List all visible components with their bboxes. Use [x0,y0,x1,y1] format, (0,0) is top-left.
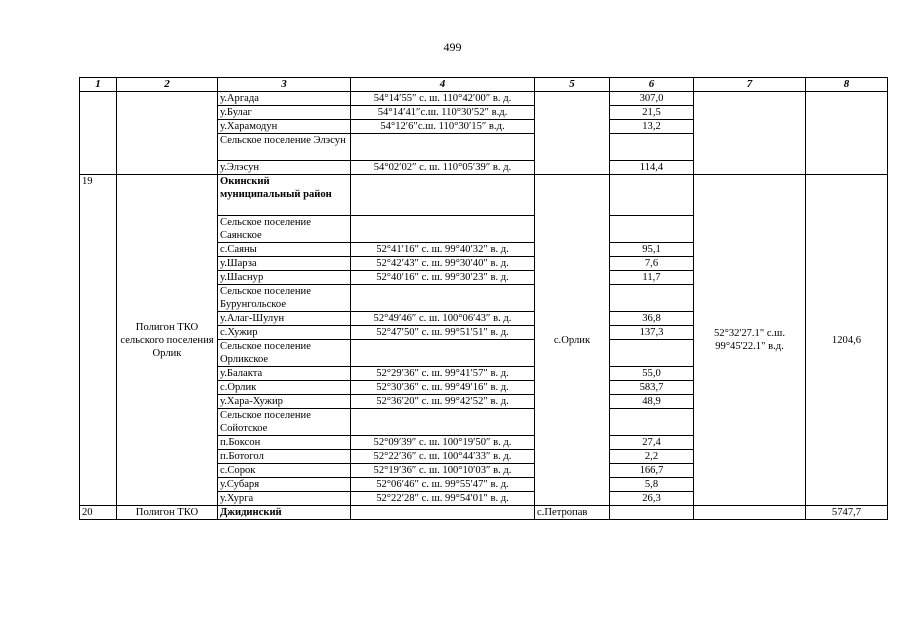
cell-value: 95,1 [610,243,694,257]
cell-coord [351,285,535,312]
cell-value: 27,4 [610,436,694,450]
header-col-1: 1 [80,78,117,92]
cell-value: 36,8 [610,312,694,326]
cell-name: п.Боксон [218,436,351,450]
cell-polygon-coord-19: 52°32'27.1" с.ш. 99°45'22.1" в.д. [694,175,806,506]
cell-value: 48,9 [610,395,694,409]
cell-coord: 52°22′28″ с. ш. 99°54′01″ в. д. [351,492,535,506]
cell-value: 21,5 [610,106,694,120]
cell-name: Джидинский [218,506,351,520]
cell-name: у.Шаснур [218,271,351,285]
cell-value [610,506,694,520]
cell-name: п.Ботогол [218,450,351,464]
cell-name: с.Хужир [218,326,351,340]
header-col-6: 6 [610,78,694,92]
header-col-8: 8 [806,78,888,92]
cell-num-19: 19 [80,175,117,506]
cell-name: у.Шарза [218,257,351,271]
cell-coord: 52°22′36″ с. ш. 100°44′33″ в. д. [351,450,535,464]
cell-value [610,134,694,161]
cell-name: у.Алаг-Шулун [218,312,351,326]
cell-polygon-19: Полигон ТКО сельского поселения Орлик [117,175,218,506]
table-row [80,175,888,216]
cell-value [610,216,694,243]
cell-coord: 54°14′41″с.ш. 110°30′52″ в.д. [351,106,535,120]
cell-name: у.Хурга [218,492,351,506]
cell-name: у.Элэсун [218,161,351,175]
cell-value: 166,7 [610,464,694,478]
cell-coord: 52°29′36″ с. ш. 99°41′57″ в. д. [351,367,535,381]
cell-coord: 52°42′43″ с. ш. 99°30′40″ в. д. [351,257,535,271]
cell-coord: 52°06′46″ с. ш. 99°55′47″ в. д. [351,478,535,492]
header-col-7: 7 [694,78,806,92]
cell-name: у.Харамодун [218,120,351,134]
cell-coord: 54°14′55″ с. ш. 110°42′00″ в. д. [351,92,535,106]
cell-name: Сельское поселение Саянское [218,216,351,243]
cell-num-prev [80,92,117,175]
cell-value: 55,0 [610,367,694,381]
cell-coord: 52°47′50″ с. ш. 99°51′51″ в. д. [351,326,535,340]
cell-value: 307,0 [610,92,694,106]
header-col-3: 3 [218,78,351,92]
cell-value [610,285,694,312]
cell-coord [351,409,535,436]
cell-coord: 52°30′36″ с. ш. 99°49′16″ в. д. [351,381,535,395]
cell-name: Сельское поселение Элэсун [218,134,351,161]
cell-capacity-19: 1204,6 [806,175,888,506]
cell-coord [351,175,535,216]
cell-coord: 52°41′16″ с. ш. 99°40′32″ в. д. [351,243,535,257]
cell-coord: 52°36′20″ с. ш. 99°42′52″ в. д. [351,395,535,409]
cell-coord: 52°40′16″ с. ш. 99°30′23″ в. д. [351,271,535,285]
table-row [80,92,888,106]
cell-coord [351,216,535,243]
cell-name: у.Субаря [218,478,351,492]
cell-location-prev [535,92,610,175]
cell-capacity-20: 5747,7 [806,506,888,520]
header-row [80,78,888,92]
cell-coord [351,506,535,520]
cell-value: 137,3 [610,326,694,340]
cell-name: Сельское поселение Орликское [218,340,351,367]
cell-value: 11,7 [610,271,694,285]
cell-value: 583,7 [610,381,694,395]
waste-sites-table [79,77,888,520]
cell-name: с.Орлик [218,381,351,395]
cell-value: 26,3 [610,492,694,506]
cell-polygon-prev [117,92,218,175]
cell-coord: 54°12′6″с.ш. 110°30′15″ в.д. [351,120,535,134]
cell-capacity-prev [806,92,888,175]
cell-coord [351,134,535,161]
cell-coord [351,340,535,367]
cell-value: 5,8 [610,478,694,492]
cell-value: 7,6 [610,257,694,271]
table-row [80,506,888,520]
cell-name: с.Сорок [218,464,351,478]
page-number: 499 [443,40,462,54]
cell-polygon-coord-prev [694,92,806,175]
cell-name: Сельское поселение Бурунгольское [218,285,351,312]
cell-name: Окинский муниципальный район [218,175,351,216]
header-col-5: 5 [535,78,610,92]
cell-name: с.Саяны [218,243,351,257]
cell-coord: 52°19′36″ с. ш. 100°10′03″ в. д. [351,464,535,478]
cell-value: 13,2 [610,120,694,134]
header-col-4: 4 [351,78,535,92]
cell-coord: 54°02′02″ с. ш. 110°05′39″ в. д. [351,161,535,175]
cell-name: у.Булаг [218,106,351,120]
cell-value [610,175,694,216]
cell-name: у.Хара-Хужир [218,395,351,409]
cell-polygon-20: Полигон ТКО [117,506,218,520]
cell-value: 114,4 [610,161,694,175]
cell-location-19: с.Орлик [535,175,610,506]
cell-value [610,409,694,436]
cell-name: у.Аргада [218,92,351,106]
cell-coord: 52°49′46″ с. ш. 100°06′43″ в. д. [351,312,535,326]
header-col-2: 2 [117,78,218,92]
cell-num-20: 20 [80,506,117,520]
cell-polygon-coord-20 [694,506,806,520]
cell-location-20: с.Петропав [535,506,610,520]
cell-name: у.Балакта [218,367,351,381]
cell-name: Сельское поселение Сойотское [218,409,351,436]
cell-coord: 52°09′39″ с. ш. 100°19′50″ в. д. [351,436,535,450]
cell-value [610,340,694,367]
cell-value: 2,2 [610,450,694,464]
